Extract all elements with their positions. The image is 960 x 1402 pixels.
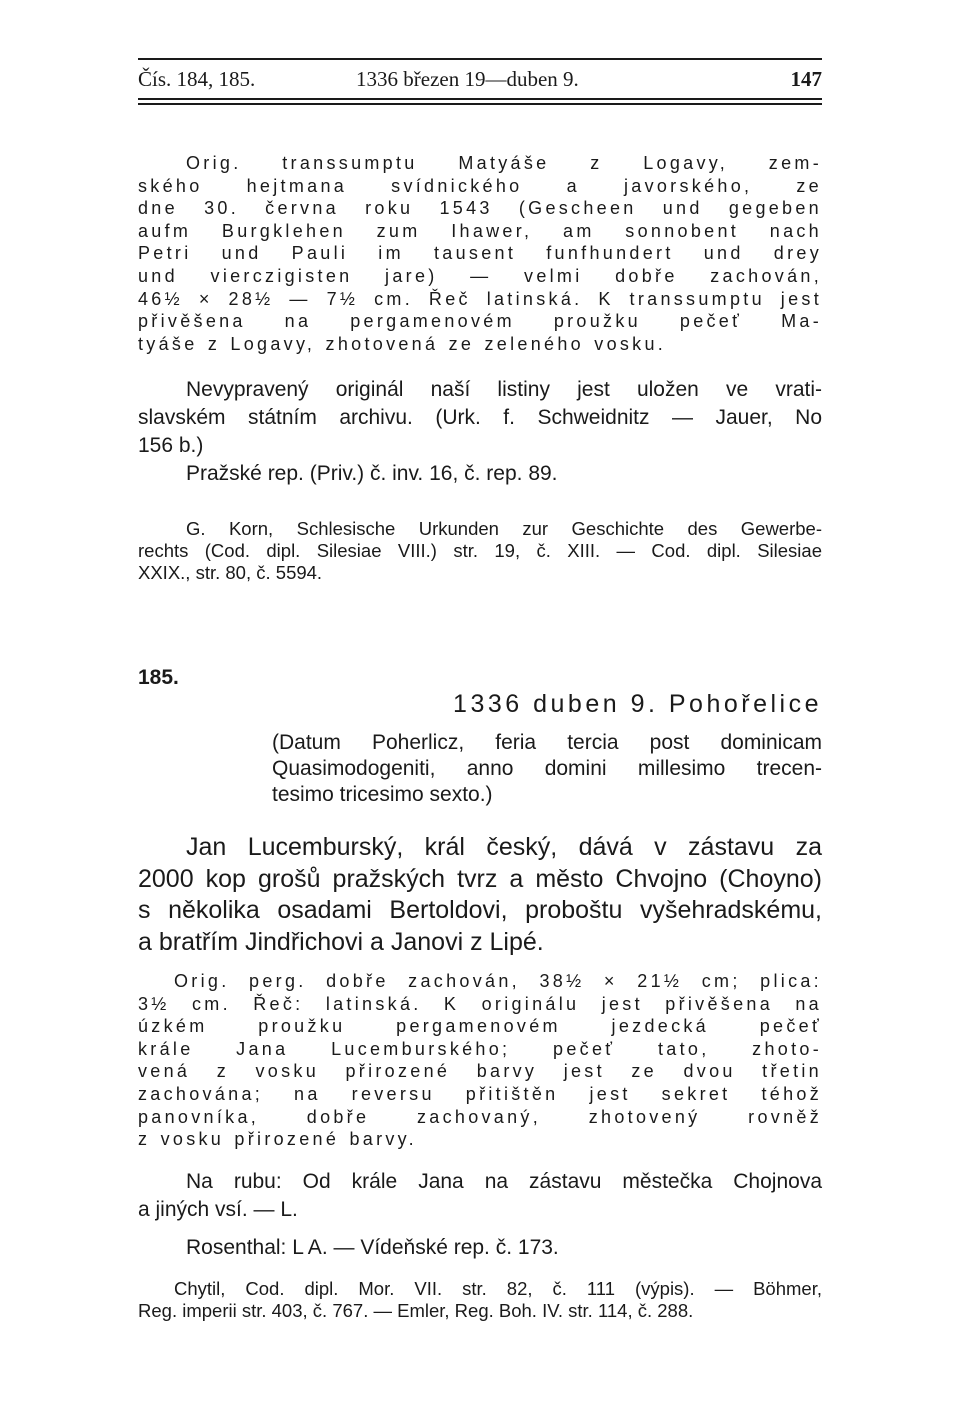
- text-line: dne 30. června roku 1543 (Gescheen und gegeben: [138, 198, 822, 219]
- text-line: krále Jana Lucemburského; pečeť tato, zhoto-: [138, 1038, 822, 1059]
- text-line: 46½ × 28½ — 7½ cm. Řeč latinská. K transsumptu jest: [138, 288, 822, 309]
- doc185-datum-clause: [272, 730, 822, 808]
- text-line: Orig. transsumptu Matyáše z Logavy, zem-: [186, 153, 822, 173]
- doc185-dorsal-note: [138, 1168, 822, 1224]
- text-line: und vierczigisten jare) — velmi dobře zachován,: [138, 265, 822, 286]
- text-line: přivěšena na pergamenovém proužku pečeť Ma-: [138, 311, 822, 332]
- doc185-literature: [138, 1278, 822, 1322]
- page: [138, 0, 822, 1402]
- text-line: úzkém proužku pergamenovém jezdecká pečeť: [138, 1016, 822, 1037]
- doc185-rosenthal: [138, 1234, 822, 1262]
- text-line: Pražské rep. (Priv.) č. inv. 16, č. rep. 89.: [186, 462, 558, 485]
- text-line: ského hejtmana svídnického a javorského, ze: [138, 175, 822, 196]
- text-line: 3½ cm. Řeč: latinská. K originálu jest přivěšena na: [138, 993, 822, 1014]
- header-date-range: 1336 březen 19—duben 9.: [356, 67, 579, 91]
- text-line: Na rubu: Od krále Jana na zástavu městečka Chojnova: [186, 1170, 822, 1193]
- text-line: vená z vosku přirozené barvy jest ze dvou třetin: [138, 1061, 822, 1082]
- doc185-number: 185.: [138, 666, 179, 689]
- text-line: a bratřím Jindřichovi a Janovi z Lipé.: [138, 927, 544, 956]
- header-bottom-rule: [138, 98, 822, 100]
- text-line: s několika osadami Bertoldovi, proboštu vyšehradskému,: [138, 896, 822, 924]
- doc184-archive-note: [138, 376, 822, 460]
- text-line: (Datum Poherlicz, feria tercia post dominicam: [272, 731, 822, 754]
- header-document-numbers: Čís. 184, 185.: [138, 67, 256, 91]
- doc184-literature: [138, 518, 822, 584]
- header-top-rule: [138, 58, 822, 60]
- text-line: Rosenthal: L A. — Vídeňské rep. č. 173.: [186, 1236, 559, 1259]
- text-line: a jiných vsí. — L.: [138, 1198, 298, 1221]
- text-line: Orig. perg. dobře zachován, 38½ × 21½ cm; plica:: [174, 971, 822, 991]
- text-line: 156 b.): [138, 434, 204, 457]
- text-line: tyáše z Logavy, zhotovená ze zeleného vosku.: [138, 333, 667, 354]
- text-line: Petri und Pauli im tausent funfhundert und drey: [138, 243, 822, 264]
- text-line: 2000 kop grošů pražských tvrz a město Chvojno (Choyno): [138, 864, 822, 893]
- text-line: panovníka, dobře zachovaný, zhotovený rovněž: [138, 1106, 822, 1127]
- doc185-date-place: 1336 duben 9. Pohořelice: [453, 690, 822, 718]
- page-number: 147: [790, 67, 822, 91]
- running-head: [138, 64, 822, 94]
- doc185-summary: [138, 832, 822, 958]
- text-line: Jan Lucemburský, král český, dává v zástavu za: [186, 833, 822, 861]
- doc184-prague-repertory: [138, 460, 822, 488]
- text-line: Nevypravený originál naší listiny jest uložen ve vrati-: [186, 378, 822, 401]
- text-line: zachována; na reversu přitištěn jest sekret téhož: [138, 1083, 822, 1104]
- text-line: XXIX., str. 80, č. 5594.: [138, 562, 323, 583]
- text-line: Quasimodogeniti, anno domini millesimo trecen-: [272, 757, 822, 780]
- text-line: aufm Burgklehen zum Ihawer, am sonnobent nach: [138, 220, 822, 241]
- doc185-original-description: [138, 970, 822, 1151]
- text-line: Chytil, Cod. dipl. Mor. VII. str. 82, č. 111 (výpis). — Böhmer,: [174, 1278, 822, 1299]
- text-line: z vosku přirozené barvy.: [138, 1129, 417, 1150]
- text-line: slavském státním archivu. (Urk. f. Schweidnitz — Jauer, No: [138, 406, 822, 429]
- doc184-original-description: [138, 152, 822, 355]
- text-line: G. Korn, Schlesische Urkunden zur Geschichte des Gewerbe-: [186, 518, 822, 539]
- text-line: rechts (Cod. dipl. Silesiae VIII.) str. 19, č. XIII. — Cod. dipl. Silesiae: [138, 540, 822, 561]
- header-bottom-rule-2: [138, 103, 822, 105]
- text-line: Reg. imperii str. 403, č. 767. — Emler, Reg. Boh. IV. str. 114, č. 288.: [138, 1300, 694, 1321]
- text-line: tesimo tricesimo sexto.): [272, 783, 493, 806]
